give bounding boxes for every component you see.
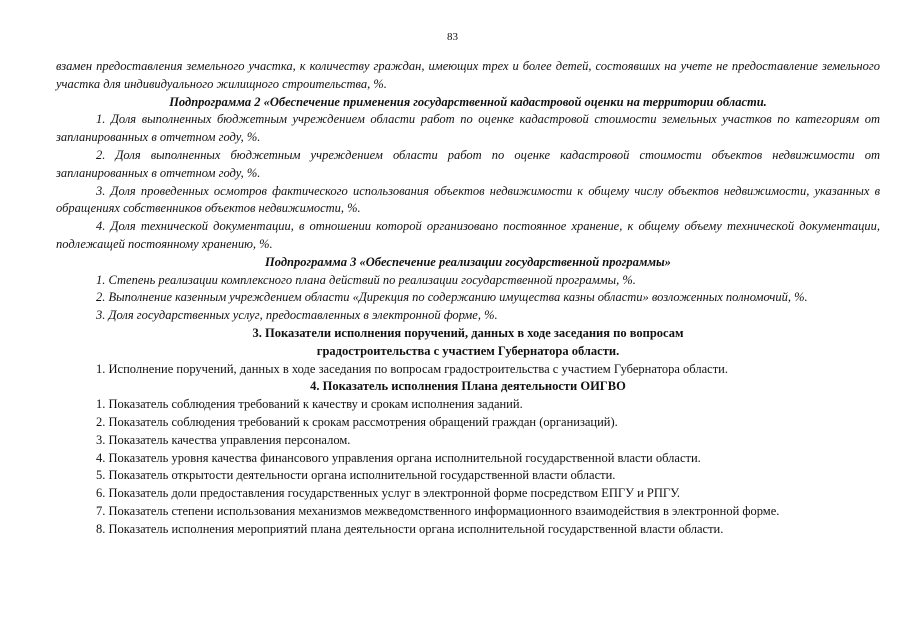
section-4-item: 2. Показатель соблюдения требований к срокам рассмотрения обращений граждан (организаций). xyxy=(96,414,618,429)
section-4-item: 1. Показатель соблюдения требований к качеству и срокам исполнения заданий. xyxy=(96,397,523,412)
section-4-item: 5. Показатель открытости деятельности органа исполнительной государственной власти области. xyxy=(96,468,616,483)
subprogram-3-heading: Подпрограмма 3 «Обеспечение реализации государственной программы» xyxy=(265,254,671,269)
subprogram-2-heading: Подпрограмма 2 «Обеспечение применения государственной кадастровой оценки на территории области. xyxy=(169,94,767,109)
section-4-item: 3. Показатель качества управления персоналом. xyxy=(96,432,351,447)
section-4-item: 8. Показатель исполнения мероприятий плана деятельности органа исполнительной государственной власти области. xyxy=(96,521,724,536)
section-3-heading-line1: 3. Показатели исполнения поручений, данных в ходе заседания по вопросам xyxy=(252,325,684,340)
page-number: 83 xyxy=(447,31,458,43)
document-body xyxy=(56,58,880,539)
section-4-item: 7. Показатель степени использования механизмов межведомственного информационного взаимодействия в электронной форме. xyxy=(96,503,780,518)
subprogram-3-item: 2. Выполнение казенным учреждением области «Дирекция по содержанию имущества казны области» возложенных полномочий, %. xyxy=(96,290,808,305)
section-3-item: 1. Исполнение поручений, данных в ходе заседания по вопросам градостроительства с участием Губернатора области. xyxy=(96,361,728,376)
section-4-item: 4. Показатель уровня качества финансового управления органа исполнительной государственной власти области. xyxy=(96,450,701,465)
subprogram-2-item: 4. Доля технической документации, в отношении которой организовано постоянное хранение, к общему объему технической документации, подлежащей постоянному хранению, %. xyxy=(56,219,880,251)
section-4-item: 6. Показатель доли предоставления государственных услуг в электронной форме посредством ЕПГУ и РПГУ. xyxy=(96,486,681,501)
continuation-paragraph: взамен предоставления земельного участка, к количеству граждан, имеющих трех и более детей, состоявших на учете не предоставление земельного участка для индивидуального жилищного строительства, %. xyxy=(56,59,880,91)
section-4-heading: 4. Показатель исполнения Плана деятельности ОИГВО xyxy=(310,379,626,394)
subprogram-2-item: 2. Доля выполненных бюджетным учреждением области работ по оценке кадастровой стоимости объектов недвижимости от запланированных в отчетном году, %. xyxy=(56,147,880,180)
subprogram-2-item: 3. Доля проведенных осмотров фактического использования объектов недвижимости к общему числу объектов недвижимости, указанных в обращениях собственников объектов недвижимости, %. xyxy=(56,183,880,216)
subprogram-3-item: 3. Доля государственных услуг, предоставленных в электронной форме, %. xyxy=(96,308,498,323)
subprogram-3-item: 1. Степень реализации комплексного плана действий по реализации государственной программы, %. xyxy=(96,272,636,287)
subprogram-2-item: 1. Доля выполненных бюджетным учреждением области работ по оценке кадастровой стоимости земельных участков по категориям от запланированных в отчетном году, %. xyxy=(56,112,880,145)
section-3-heading-line2: градостроительства с участием Губернатора области. xyxy=(316,343,620,358)
